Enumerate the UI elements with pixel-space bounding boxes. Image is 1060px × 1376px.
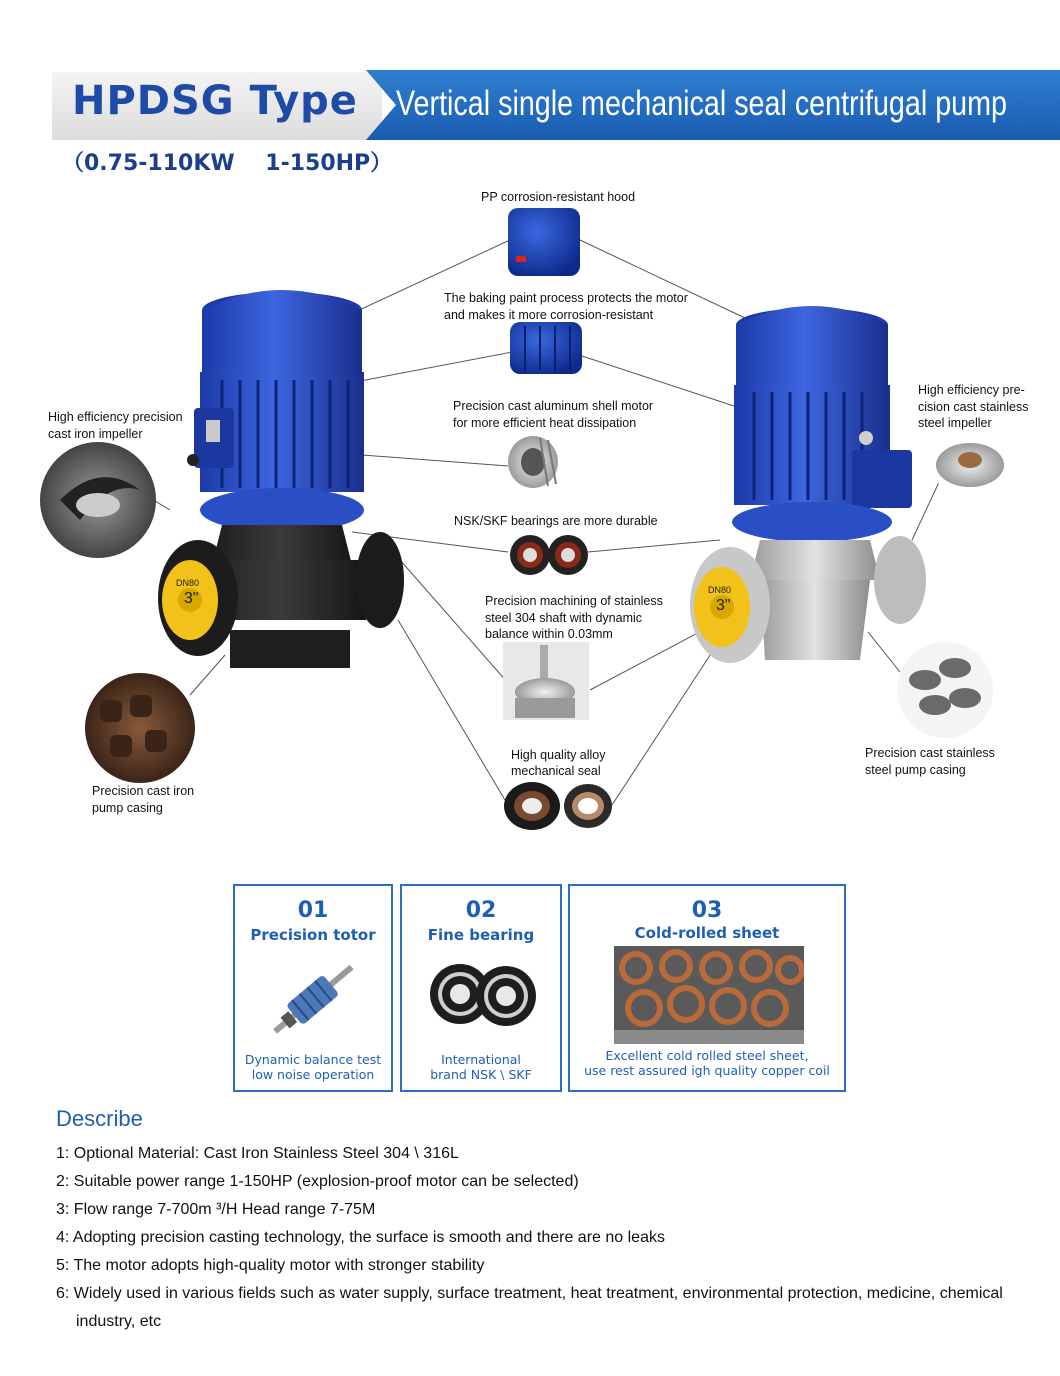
aluminum-shell-photo xyxy=(508,436,558,488)
feature-number: 02 xyxy=(465,898,497,923)
power-range: （0.75-110KW 1-150HP） xyxy=(62,151,393,176)
feature-caption xyxy=(402,1052,560,1082)
callout-iron-casing-line1: Precision cast iron xyxy=(92,784,195,798)
ss-casing-photo xyxy=(897,642,993,738)
callout-ss-casing-line2: steel pump casing xyxy=(865,763,966,777)
hood-photo xyxy=(508,208,580,276)
flange-label-left: DN80 xyxy=(176,578,200,588)
copper-coil-icon xyxy=(614,946,804,1044)
feature-caption-line2: use rest assured igh quality copper coil xyxy=(584,1063,830,1078)
callout-iron-impeller-line1: High efficiency precision xyxy=(48,410,183,424)
feature-title: Precision totor xyxy=(250,926,376,944)
feature-title: Fine bearing xyxy=(427,926,535,944)
feature-caption-line1: Excellent cold rolled steel sheet, xyxy=(605,1048,809,1063)
callout-shell-line1: Precision cast aluminum shell motor xyxy=(453,399,654,413)
feature-caption-line2: brand NSK \ SKF xyxy=(430,1067,532,1082)
iron-impeller-photo xyxy=(40,442,156,558)
describe-item: 1: Optional Material: Cast Iron Stainless Steel 304 \ 316L xyxy=(56,1145,459,1162)
flange-label-right: DN80 xyxy=(708,585,732,595)
bearing-icon xyxy=(422,956,544,1036)
callout-shaft-line2: steel 304 shaft with dynamic xyxy=(485,611,643,625)
paint-photo xyxy=(510,322,582,374)
rotor-icon xyxy=(249,950,379,1050)
seal-photo xyxy=(504,782,612,830)
feature-caption xyxy=(235,1052,391,1082)
describe-heading: Describe xyxy=(56,1106,143,1131)
feature-caption-line2: low noise operation xyxy=(251,1067,375,1082)
callout-iron-casing-line2: pump casing xyxy=(92,801,163,815)
bearings-photo xyxy=(510,535,588,575)
feature-number: 01 xyxy=(297,898,329,923)
callout-iron-impeller-line2: cast iron impeller xyxy=(48,427,143,441)
callout-shaft-line1: Precision machining of stainless xyxy=(485,594,663,608)
shaft-photo xyxy=(503,642,589,720)
feature-rotor-card xyxy=(233,884,393,1092)
callout-seal-line1: High quality alloy xyxy=(511,748,606,762)
describe-item: 3: Flow range 7-700m ³/H Head range 7-75M xyxy=(56,1201,376,1218)
describe-item: 6: Widely used in various fields such as water supply, surface treatment, heat treatment, environmental protection, medicine, chemical industry, etc xyxy=(56,1285,1003,1330)
callout-ss-casing-line1: Precision cast stainless xyxy=(865,746,995,760)
callout-ss-impeller-line1: High efficiency pre- xyxy=(918,383,1025,397)
product-subtitle: Vertical single mechanical seal centrifugal pump xyxy=(396,84,1008,123)
callout-bearings: NSK/SKF bearings are more durable xyxy=(454,514,658,528)
feature-sheet-card xyxy=(568,884,846,1092)
feature-caption xyxy=(570,1048,844,1078)
product-type-title: HPDSG Type xyxy=(72,78,358,124)
describe-list xyxy=(56,1140,1006,1336)
describe-item: 4: Adopting precision casting technology, the surface is smooth and there are no leaks xyxy=(56,1229,665,1246)
describe-item: 2: Suitable power range 1-150HP (explosion-proof motor can be selected) xyxy=(56,1173,579,1190)
feature-caption-line1: International xyxy=(441,1052,521,1067)
iron-casing-photo xyxy=(85,673,195,783)
ss-impeller-photo xyxy=(932,424,1008,500)
callout-hood: PP corrosion-resistant hood xyxy=(481,190,636,204)
pump-diagram xyxy=(0,180,1060,860)
feature-caption-line1: Dynamic balance test xyxy=(244,1052,382,1067)
feature-title: Cold-rolled sheet xyxy=(634,924,780,942)
callout-paint-line2: and makes it more corrosion-resistant xyxy=(444,308,654,322)
callout-ss-impeller-line2: cision cast stainless xyxy=(918,400,1029,414)
flange-size-left: 3" xyxy=(184,590,199,607)
flange-size-right: 3" xyxy=(716,597,731,614)
cast-iron-pump-graphic xyxy=(158,290,404,668)
callout-seal-line2: mechanical seal xyxy=(511,764,601,778)
callout-shaft-line3: balance within 0.03mm xyxy=(485,627,613,641)
callout-shell-line2: for more efficient heat dissipation xyxy=(453,416,637,430)
callout-ss-impeller-line3: steel impeller xyxy=(918,416,992,430)
feature-number: 03 xyxy=(691,898,723,923)
describe-item: 5: The motor adopts high-quality motor with stronger stability xyxy=(56,1257,485,1274)
callout-paint-line1: The baking paint process protects the motor xyxy=(444,291,688,305)
feature-bearing-card xyxy=(400,884,562,1092)
